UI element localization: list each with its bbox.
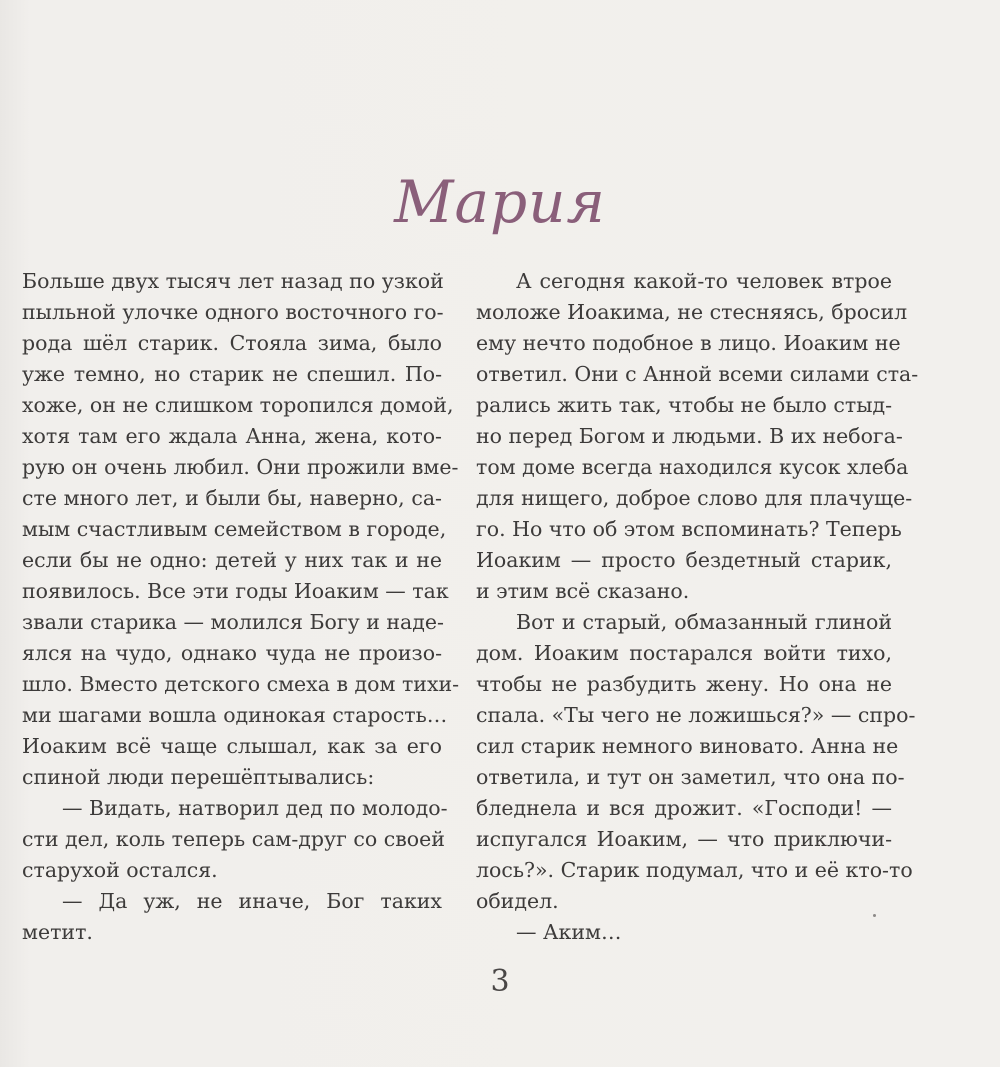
text-line: метит. (22, 920, 93, 944)
text-line: шло. Вместо детского смеха в дом тихи- (22, 672, 460, 696)
text-line: лось?». Старик подумал, что и её кто-то (476, 858, 913, 882)
text-line: сти дел, коль теперь сам-друг со своей (22, 827, 445, 851)
text-line: бледнела и вся дрожит. «Господи! — (476, 796, 892, 820)
text-line: ему нечто подобное в лицо. Иоаким не (476, 331, 901, 355)
text-line: хоже, он не слишком торопился домой, (22, 393, 454, 417)
text-line: рую он очень любил. Они прожили вме- (22, 455, 459, 479)
text-line: рались жить так, чтобы не было стыд- (476, 393, 893, 417)
text-line: хотя там его ждала Анна, жена, кото- (22, 424, 442, 448)
text-line: Больше двух тысяч лет назад по узкой (22, 269, 444, 293)
paper-speck (873, 914, 876, 917)
text-line: — Аким… (516, 920, 622, 944)
text-line: и этим всё сказано. (476, 579, 690, 603)
text-line: если бы не одно: детей у них так и не (22, 548, 442, 572)
text-line: — Видать, натворил дед по молодо- (62, 796, 448, 820)
text-line: испугался Иоаким, — что приключи- (476, 827, 892, 851)
left-text-column (22, 266, 460, 948)
right-text-column (476, 266, 919, 948)
text-line: чтобы не разбудить жену. Но она не (476, 672, 892, 696)
text-line: для нищего, доброе слово для плачуще- (476, 486, 913, 510)
text-line: Вот и старый, обмазанный глиной (516, 610, 892, 634)
text-line: обидел. (476, 889, 559, 913)
text-line: но перед Богом и людьми. В их небога- (476, 424, 903, 448)
text-line: дом. Иоаким постарался войти тихо, (476, 641, 892, 665)
page-number: 3 (490, 964, 510, 999)
text-line: сте много лет, и были бы, наверно, са- (22, 486, 442, 510)
text-line: ми шагами вошла одинокая старость… (22, 703, 448, 727)
text-line: ялся на чудо, однако чуда не произо- (22, 641, 442, 665)
text-line: ответил. Они с Анной всеми силами ста- (476, 362, 919, 386)
text-line: Иоаким — просто бездетный старик, (476, 548, 892, 572)
text-line: пыльной улочке одного восточного го- (22, 300, 444, 324)
text-line: старухой остался. (22, 858, 218, 882)
text-line: сил старик немного виновато. Анна не (476, 734, 899, 758)
text-line: — Да уж, не иначе, Бог таких (62, 889, 442, 913)
text-line: звали старика — молился Богу и наде- (22, 610, 444, 634)
text-line: рода шёл старик. Стояла зима, было (22, 331, 442, 355)
text-line: Иоаким всё чаще слышал, как за его (22, 734, 442, 758)
chapter-title: Мария (394, 168, 606, 236)
text-line: моложе Иоакима, не стесняясь, бросил (476, 300, 908, 324)
text-line: спала. «Ты чего не ложишься?» — спро- (476, 703, 916, 727)
text-line: том доме всегда находился кусок хлеба (476, 455, 909, 479)
text-line: уже темно, но старик не спешил. По- (22, 362, 442, 386)
text-line: ответила, и тут он заметил, что она по- (476, 765, 905, 789)
text-line: спиной люди перешёптывались: (22, 765, 375, 789)
text-line: го. Но что об этом вспоминать? Теперь (476, 517, 902, 541)
text-line: мым счастливым семейством в городе, (22, 517, 447, 541)
text-line: А сегодня какой-то человек втрое (516, 269, 892, 293)
text-line: появилось. Все эти годы Иоаким — так (22, 579, 449, 603)
